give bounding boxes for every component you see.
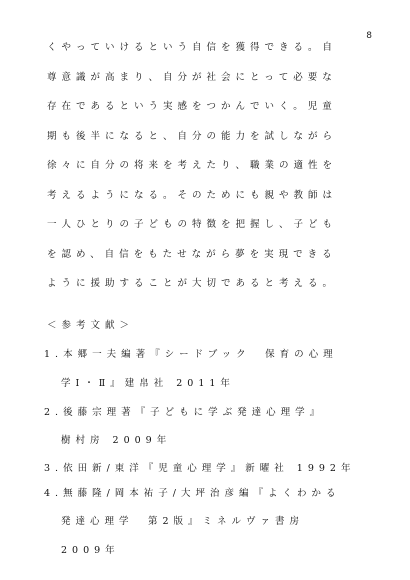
reference-line: 発達心理学 第2版』ミネルヴァ書房 xyxy=(61,516,304,527)
body-line: くやっていけるという自信を獲得できる。自 xyxy=(47,42,338,53)
body-line: 期も後半になると、自分の能力を試しながら xyxy=(47,131,338,142)
reference-line: 1.本郷一夫編著『シードブック 保育の心理 xyxy=(44,349,338,360)
references-heading: ＜参考文献＞ xyxy=(47,320,135,331)
reference-line: 2.後藤宗理著『子どもに学ぶ発達心理学』 xyxy=(44,407,325,418)
body-line: 存在であるという実感をつかんでいく。児童 xyxy=(47,101,337,112)
reference-line: 2009年 xyxy=(61,545,120,556)
body-line: を認め、自信をもたせながら夢を実現できる xyxy=(47,249,337,260)
page-number: 8 xyxy=(366,31,372,41)
body-line: ように援助することが大切であると考える。 xyxy=(47,278,338,289)
body-line: 徐々に自分の将来を考えたり、職業の適性を xyxy=(47,160,338,171)
body-line: 一人ひとりの子どもの特徴を把握し、子ども xyxy=(47,219,338,230)
reference-line: 学Ⅰ・Ⅱ』建帛社 2011年 xyxy=(61,378,235,389)
body-line: 尊意識が高まり、自分が社会にとって必要な xyxy=(47,72,337,83)
body-line: 考えるようになる。そのためにも親や教師は xyxy=(47,190,338,201)
reference-line: 樹村房 2009年 xyxy=(61,435,172,446)
reference-line: 3.依田新/東洋『児童心理学』新曜社 1992年 xyxy=(44,463,356,474)
reference-line: 4.無藤隆/岡本祐子/大坪治彦編『よくわかる xyxy=(44,488,341,499)
